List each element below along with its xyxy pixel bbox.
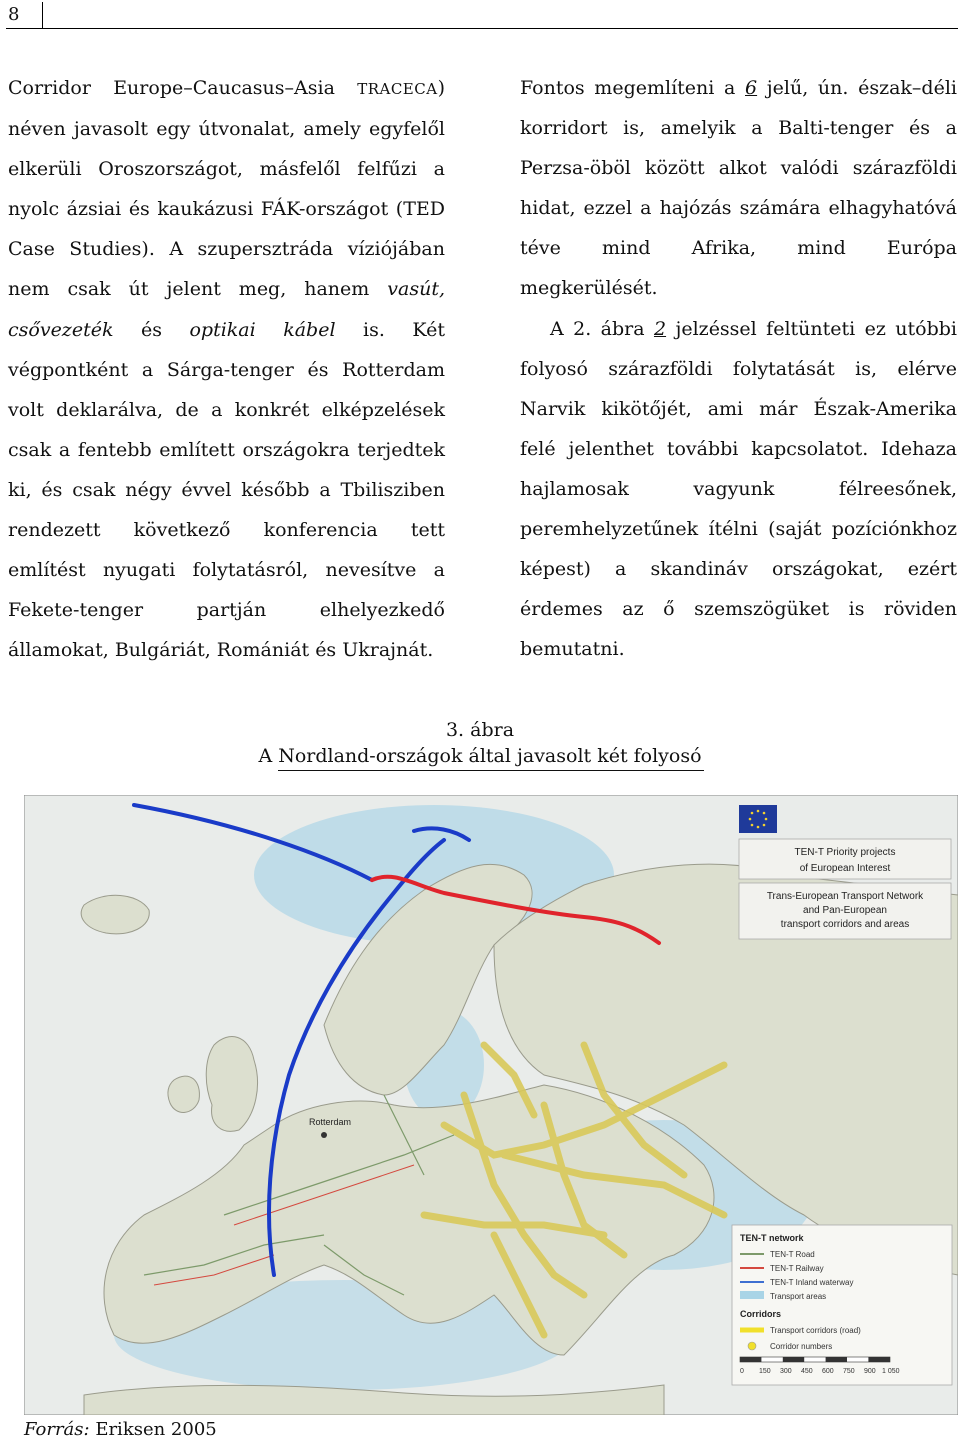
scale-label: 450	[801, 1368, 813, 1375]
legend-item-rail: TEN-T Railway	[770, 1264, 824, 1273]
rotterdam-marker	[321, 1132, 327, 1138]
source-label: Forrás:	[24, 1419, 90, 1440]
map-header-line5: transport corridors and areas	[780, 919, 910, 930]
text-run: Fontos megemlíteni a	[520, 77, 745, 99]
source-text: Eriksen 2005	[89, 1419, 217, 1440]
legend-item-corridor-numbers: Corridor numbers	[770, 1342, 833, 1351]
corridor-ref-2: 2	[653, 317, 667, 340]
emphasis-optical-cable: optikai kábel	[189, 318, 336, 341]
map-header-line4: and Pan-European	[803, 905, 887, 916]
legend-item-areas: Transport areas	[770, 1292, 827, 1301]
text-run: Corridor Europe–Caucasus–Asia	[8, 77, 358, 99]
text-run: is. Két végpontként a Sárga-tenger és Rotterdam volt deklarálva, de a konkrét elképzelések csak a fentebb említett országokra terjedtek ki, és csak négy évvel később a Tbilisziben rendezett következő konferencia tett említést nyugati folytatásról, nevesítve a Fekete-tenger partján elhelyezkedő államokat, Bulgáriát, Romániát és Ukrajnát.	[8, 318, 445, 662]
legend-item-corridor-road: Transport corridors (road)	[770, 1326, 861, 1335]
great-britain-landmass	[206, 1037, 257, 1132]
text-run: jelzéssel feltünteti ez utóbbi folyosó szárazföldi folytatását is, elérve Narvik kikötőjét, ami már Észak-Amerika felé jelenthet további kapcsolatot. Idehaza hajlamosak vagyunk félreesőnek, peremhelyzetűnek ítélni (saját pozíciónkhoz képest) a skandináv országokat, ezért érdemes az ő szemszögüket is röviden bemutatni.	[520, 317, 957, 661]
left-paragraph	[8, 68, 445, 670]
right-paragraph-1	[520, 68, 957, 309]
legend-title: TEN-T network	[740, 1233, 804, 1243]
legend-item-waterway: TEN-T Inland waterway	[770, 1278, 854, 1287]
ireland-landmass	[168, 1076, 200, 1112]
figure-title-underline	[278, 770, 704, 771]
map-header-line3: Trans-European Transport Network	[766, 891, 924, 902]
scale-label: 150	[759, 1368, 771, 1375]
scale-label: 600	[822, 1368, 834, 1375]
iceland-landmass	[81, 895, 149, 934]
header-rule	[40, 28, 958, 29]
scale-label: 1 050	[882, 1368, 900, 1375]
right-column	[520, 68, 957, 669]
emphasis-rail-pipeline: vasút, csővezeték	[8, 278, 445, 341]
figure-source	[24, 1418, 217, 1442]
page-number: 8	[6, 2, 43, 29]
left-column	[8, 68, 445, 670]
europe-corridor-map	[24, 795, 958, 1415]
text-run: jelű, ún. észak–déli korridort is, amelyik a Balti-tenger és a Perzsa-öböl között alkot valódi szárazföldi hidat, ezzel a hajózás számára elhagyhatóvá téve mind Afrika, mind Európa megkerülését.	[520, 77, 957, 300]
figure-number: 3. ábra	[445, 719, 515, 741]
right-paragraph-2	[520, 309, 957, 670]
map-header-line1: TEN-T Priority projects	[794, 847, 896, 858]
legend-area-swatch	[740, 1291, 764, 1299]
eu-flag-icon	[739, 805, 777, 833]
legend-corridor-number-swatch	[748, 1342, 756, 1350]
text-run: és	[113, 318, 190, 341]
scale-label: 300	[780, 1368, 792, 1375]
scale-label: 750	[843, 1368, 855, 1375]
map-scale-bar	[740, 1357, 890, 1362]
traceca-abbr: TRACECA	[357, 80, 438, 98]
scale-label: 0	[740, 1368, 744, 1375]
rotterdam-label: Rotterdam	[309, 1117, 352, 1127]
legend-corridors-title: Corridors	[740, 1309, 782, 1319]
map-header-line2: of European Interest	[799, 863, 891, 874]
legend-item-road: TEN-T Road	[770, 1250, 815, 1259]
corridor-ref-6: 6	[745, 77, 758, 99]
text-run: A 2. ábra	[550, 317, 654, 340]
figure-title: A Nordland-országok által javasolt két folyosó	[258, 745, 702, 767]
scale-label: 900	[864, 1368, 876, 1375]
text-run: ) néven javasolt egy útvonalat, amely egyfelől elkerüli Oroszországot, másfelől felfűzi a nyolc ázsiai és kaukázusi FÁK-országot (TED Case Studies). A szupersztráda víziójában nem csak út jelent meg, hanem	[8, 77, 445, 301]
